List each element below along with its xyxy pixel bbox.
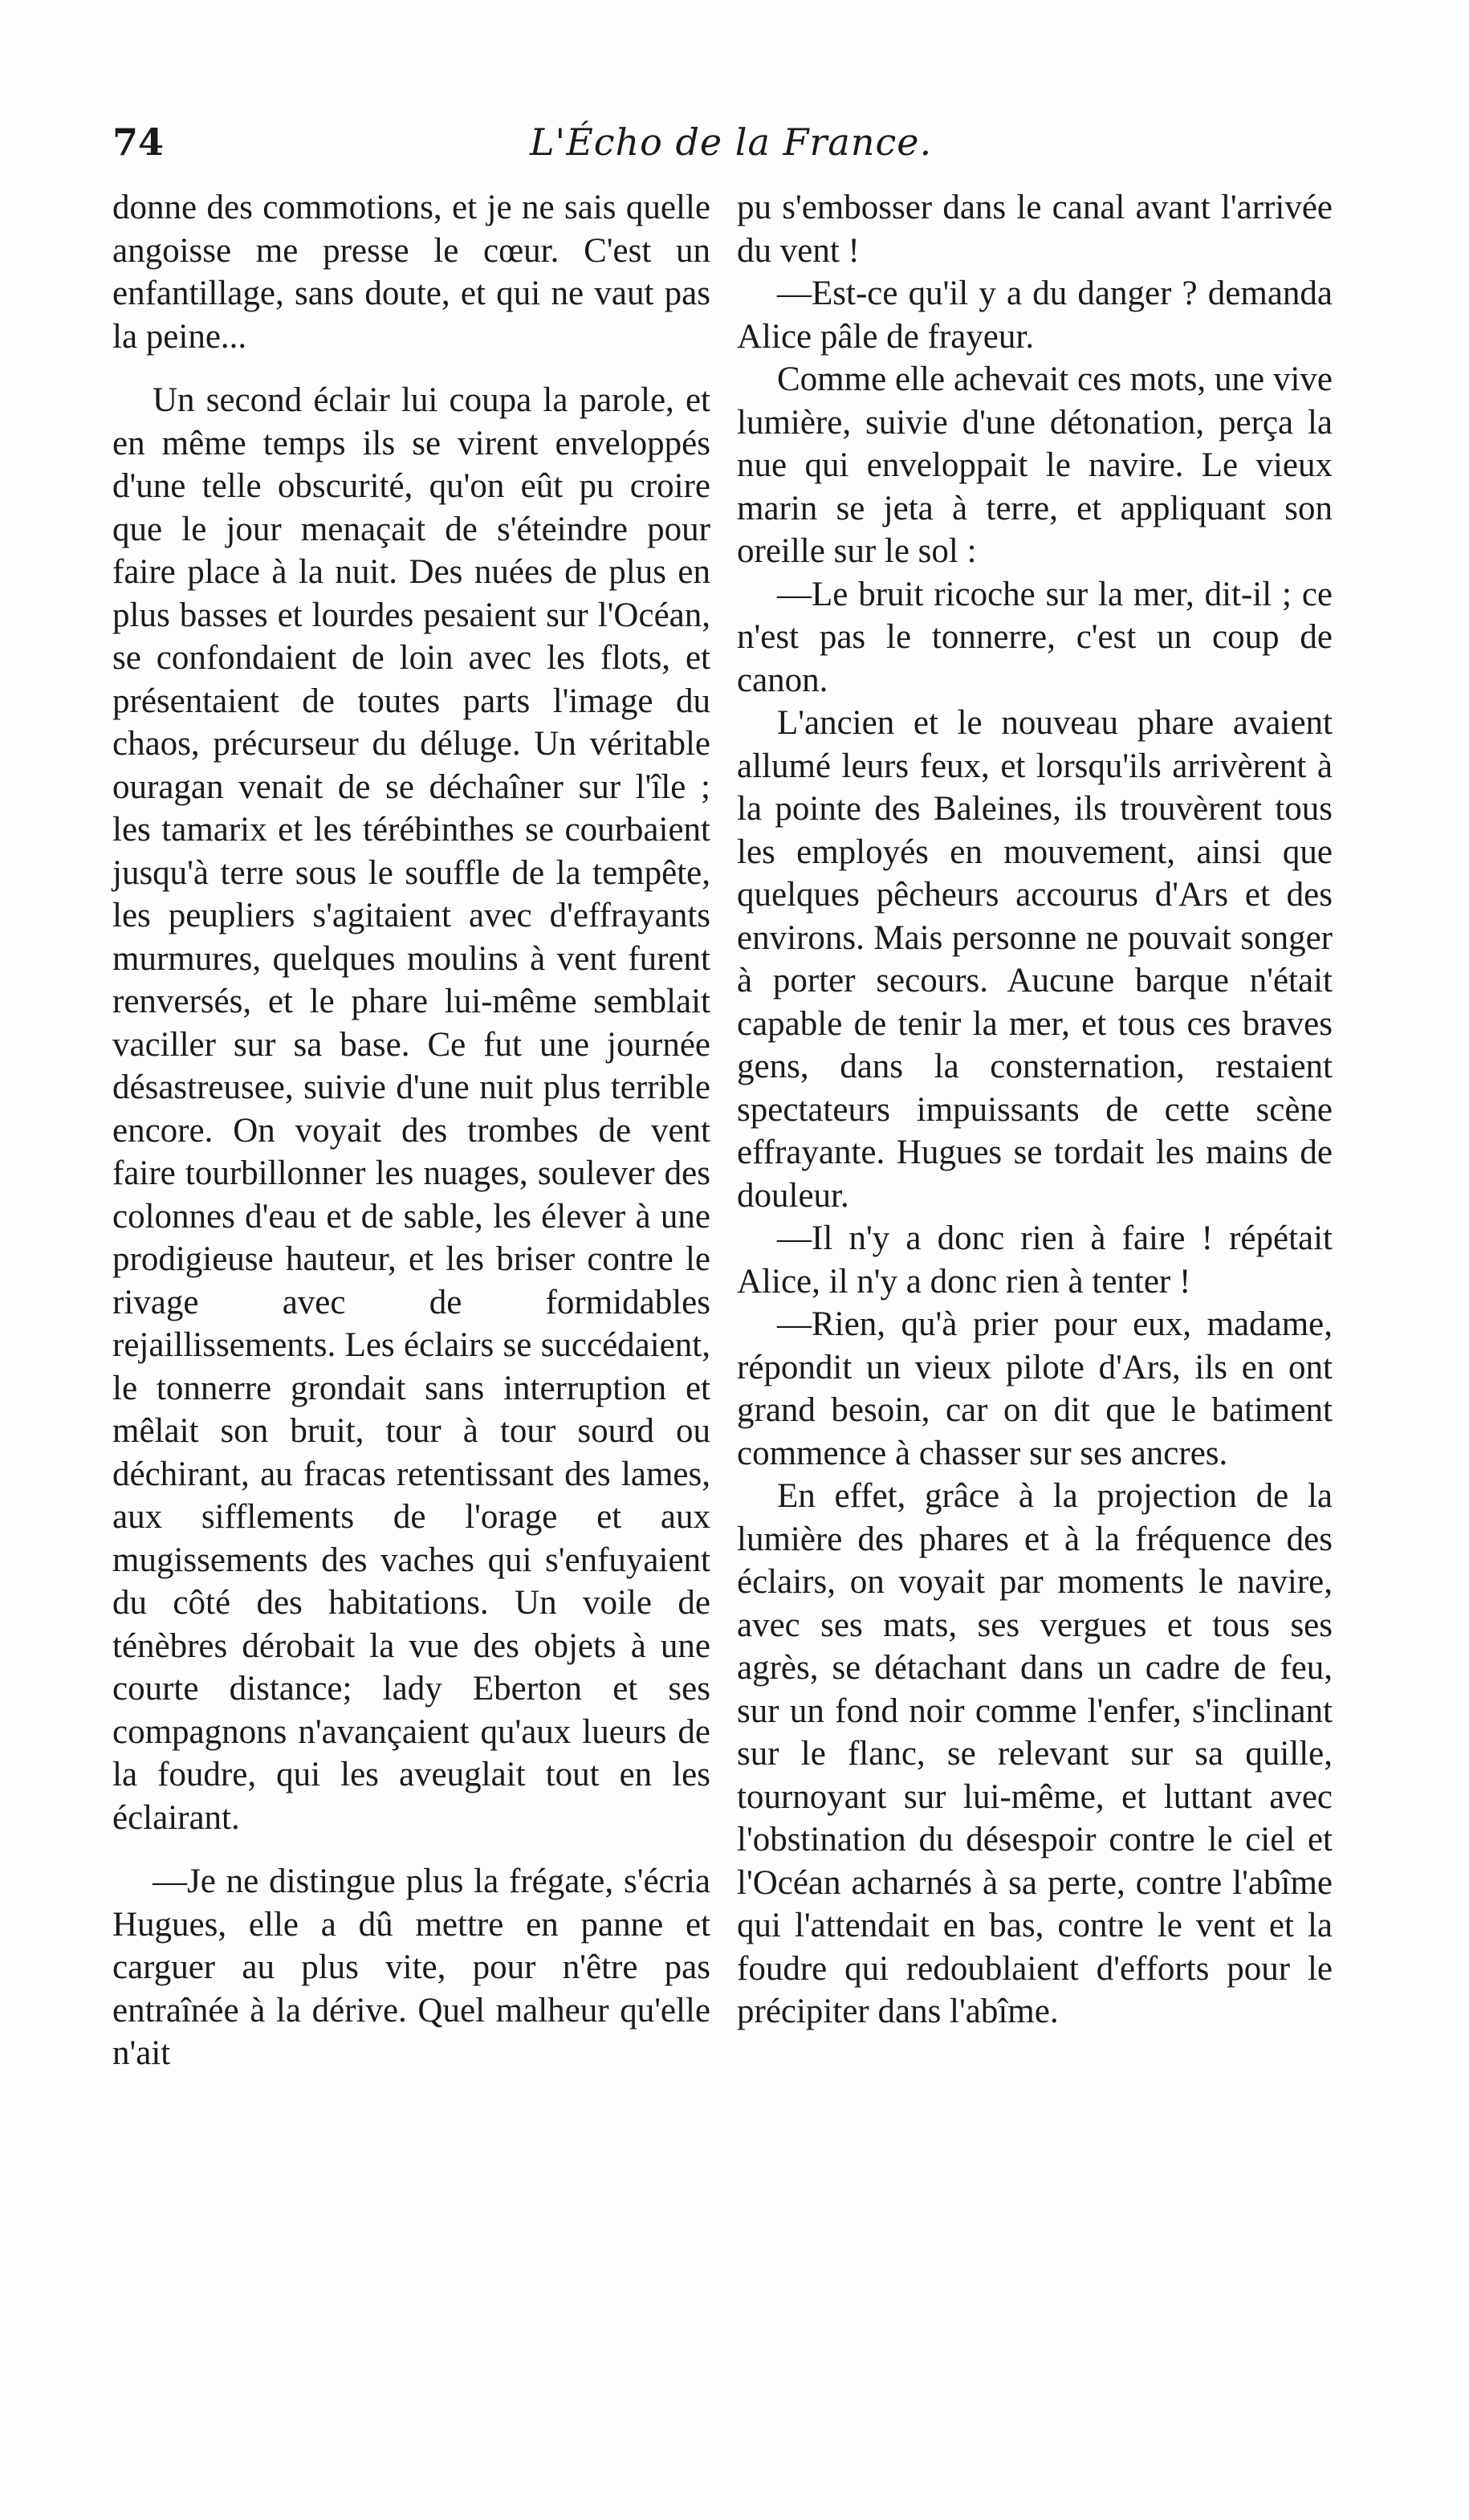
paragraph: En effet, grâce à la projection de la lumière des phares et à la fréquence des éclairs, on voyait par moments le navire, avec ses mats, ses vergues et tous ses agrès, se détachant dans un cadre de feu, sur un fond noir comme l'enfer, s'inclinant sur le flanc, se relevant sur sa quille, tournoyant sur lui-même, et luttant avec l'obstination du désespoir contre le ciel et l'Océan acharnés à sa perte, contre l'abîme qui l'attendait en bas, contre le vent et la foudre qui redoublaient d'efforts pour le précipiter dans l'abîme.	[737, 1477, 1333, 2030]
paragraph-dialogue: —Le bruit ricoche sur la mer, dit-il ; ce n'est pas le tonnerre, c'est un coup de canon.	[737, 575, 1333, 699]
running-title: L'Écho de la France.	[530, 120, 933, 164]
paragraph: Un second éclair lui coupa la parole, et en même temps ils se virent enveloppés d'une telle obscurité, qu'on eût pu croire que le jour menaçait de s'éteindre pour faire place à la nuit. Des nuées de plus en plus basses et lourdes pesaient sur l'Océan, se confondaient de loin avec les flots, et présentaient de toutes parts l'image du chaos, précurseur du déluge. Un véritable ouragan venait de se déchaîner sur l'île ; les tamarix et les térébinthes se courbaient jusqu'à terre sous le souffle de la tempête, les peupliers s'agitaient avec d'effrayants murmures, quelques moulins à vent furent renversés, et le phare lui-même semblait vaciller sur sa base. Ce fut une journée désastreusee, suivie d'une nuit plus terrible encore. On voyait des trombes de vent faire tourbillonner les nuages, soulever des colonnes d'eau et de sable, les élever à une prodigieuse hauteur, et les briser contre le rivage avec de formidables rejaillissements. Les éclairs se succédaient, le tonnerre grondait sans interruption et mêlait son bruit, tour à tour sourd ou déchirant, au fracas retentissant des lames, aux sifflements de l'orage et aux mugissements des vaches qui s'enfuyaient du côté des habitations. Un voile de ténèbres dérobait la vue des objets à une courte distance; lady Eberton et ses compagnons n'avançaient qu'aux lueurs de la foudre, qui les aveuglait tout en les éclairant.	[112, 381, 710, 1837]
paragraph-dialogue: —Je ne distingue plus la frégate, s'écria Hugues, elle a dû mettre en panne et carguer au plus vite, pour n'être pas entraînée à la dérive. Quel malheur qu'elle n'ait	[112, 1863, 710, 2072]
right-column	[737, 186, 1333, 2034]
left-column	[112, 186, 710, 2075]
paragraph-continuation: pu s'embosser dans le canal avant l'arrivée du vent !	[737, 189, 1333, 270]
paragraph-dialogue: —Il n'y a donc rien à faire ! répétait Alice, il n'y a donc rien à tenter !	[737, 1219, 1333, 1301]
paragraph-dialogue: —Rien, qu'à prier pour eux, madame, répondit un vieux pilote d'Ars, ils en ont grand besoin, car on dit que le batiment commence à chasser sur ses ancres.	[737, 1305, 1333, 1472]
page-header	[112, 120, 1333, 169]
paragraph: Comme elle achevait ces mots, une vive lumière, suivie d'une détonation, perça la nue qui enveloppait le navire. Le vieux marin se jeta à terre, et appliquant son oreille sur le sol :	[737, 360, 1333, 570]
paragraph-dialogue: —Est-ce qu'il y a du danger ? demanda Alice pâle de frayeur.	[737, 275, 1333, 356]
page-number: 74	[112, 120, 165, 164]
paragraph: L'ancien et le nouveau phare avaient allumé leurs feux, et lorsqu'ils arrivèrent à la pointe des Baleines, ils trouvèrent tous les employés en mouvement, ainsi que quelques pêcheurs accourus d'Ars et des environs. Mais personne ne pouvait songer à porter secours. Aucune barque n'était capable de tenir la mer, et tous ces braves gens, dans la consternation, restaient spectateurs impuissants de cette scène effrayante. Hugues se tordait les mains de douleur.	[737, 704, 1333, 1215]
paragraph-continuation: donne des commotions, et je ne sais quelle angoisse me presse le cœur. C'est un enfantillage, sans doute, et qui ne vaut pas la peine...	[112, 189, 710, 356]
